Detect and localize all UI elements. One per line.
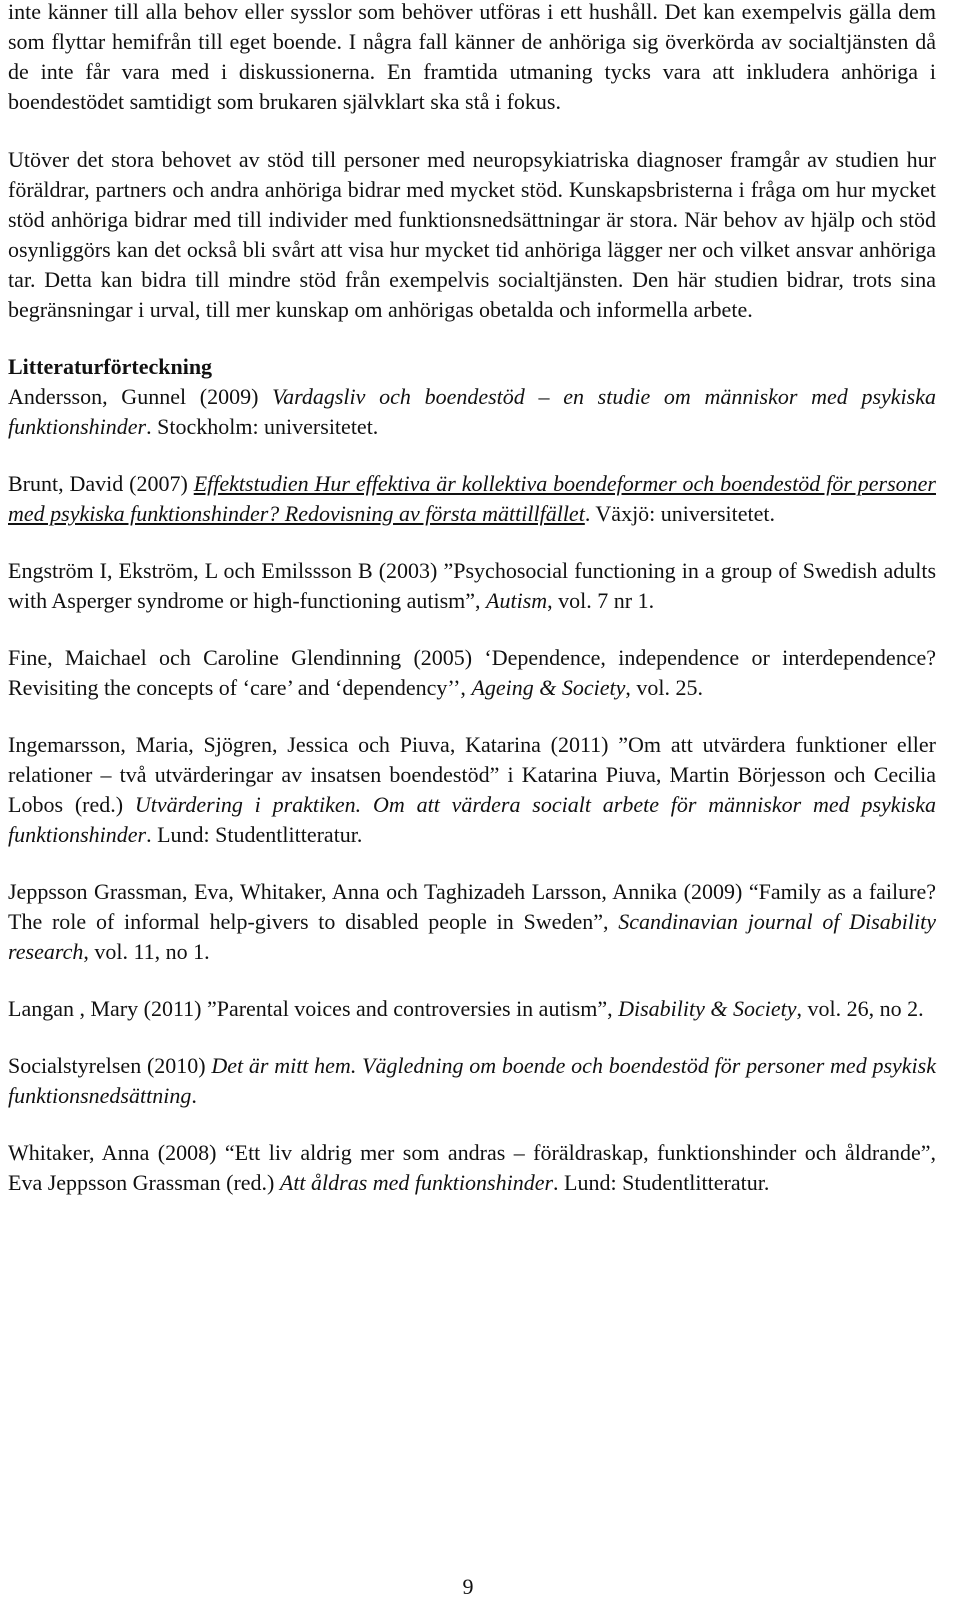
reference-engstrom bbox=[8, 556, 936, 616]
reference-title: Effektstudien Hur effektiva är kollektiva boendeformer och boendestöd för personer med psykiska funktionshinder? Redovisning av första mättillfället bbox=[8, 471, 936, 526]
reference-socialstyrelsen bbox=[8, 1051, 936, 1111]
reference-title: Att åldras med funktionshinder bbox=[279, 1170, 554, 1195]
body-paragraph-1: inte känner till alla behov eller sysslor som behöver utföras i ett hushåll. Det kan exempelvis gälla dem som flyttar hemifrån till eget boende. I några fall känner de anhöriga sig överkörda av socialtjänsten då de inte får vara med i diskussionerna. En framtida utmaning tycks vara att inkludera anhöriga i boendestödet samtidigt som brukaren självklart ska stå i fokus. bbox=[8, 0, 936, 114]
reference-ingemarsson bbox=[8, 730, 936, 850]
reference-author: Brunt, David (2007) bbox=[8, 471, 194, 496]
reference-brunt bbox=[8, 469, 936, 529]
reference-publisher: . Stockholm: universitetet. bbox=[146, 414, 379, 439]
reference-title: Det är mitt hem. Vägledning om boende och boendestöd för personer med psykisk funktionsnedsättning bbox=[8, 1053, 936, 1108]
reference-author: Andersson, Gunnel (2009) bbox=[8, 384, 273, 409]
reference-langan bbox=[8, 994, 936, 1024]
reference-publisher: . Lund: Studentlitteratur. bbox=[146, 822, 363, 847]
references-heading: Litteraturförteckning bbox=[8, 354, 213, 379]
reference-author: Whitaker, Anna (2008) “Ett liv aldrig mer som andras – föräldraskap, funktionshinder och åldrande”, Eva Jeppsson Grassman (red.) bbox=[8, 1140, 936, 1195]
body-paragraph-2: Utöver det stora behovet av stöd till personer med neuropsykiatriska diagnoser framgår av studien hur föräldrar, partners och andra anhöriga bidrar med mycket stöd. Kunskapsbristerna i fråga om hur mycket stöd anhöriga bidrar med till individer med funktionsnedsättningar är stora. När behov av hjälp och stöd osynliggörs kan det också bli svårt att visa hur mycket tid anhöriga lägger ner och vilket ansvar anhöriga tar. Detta kan bidra till mindre stöd från exempelvis socialtjänsten. Den här studien bidrar, trots sina begränsningar i urval, till mer kunskap om anhörigas obetalda och informella arbete. bbox=[8, 147, 936, 322]
reference-publisher: . Lund: Studentlitteratur. bbox=[553, 1170, 770, 1195]
reference-journal: Autism bbox=[486, 588, 548, 613]
reference-author: Fine, Maichael och Caroline Glendinning (2005) ‘Dependence, independence or interdependence? Revisiting the concepts of ‘care’ and ‘dependency’’, bbox=[8, 645, 936, 700]
reference-title: Utvärdering i praktiken. Om att värdera socialt arbete för människor med psykiska funktionshinder bbox=[8, 792, 936, 847]
reference-author: Langan , Mary (2011) ”Parental voices and controversies in autism”, bbox=[8, 996, 619, 1021]
reference-journal: Scandinavian journal of Disability research bbox=[8, 909, 936, 964]
reference-title: Vardagsliv och boendestöd – en studie om människor med psykiska funktionshinder bbox=[8, 384, 936, 439]
reference-andersson bbox=[8, 382, 936, 442]
reference-journal: Ageing & Society bbox=[471, 675, 626, 700]
reference-volume: , vol. 26, no 2. bbox=[796, 996, 924, 1021]
reference-author: Ingemarsson, Maria, Sjögren, Jessica och Piuva, Katarina (2011) ”Om att utvärdera funktioner eller relationer – två utvärderingar av insatsen boendestöd” i Katarina Piuva, Martin Börjesson och Cecilia Lobos (red.) bbox=[8, 732, 936, 817]
document-page bbox=[8, 0, 936, 1198]
reference-volume: , vol. 25. bbox=[625, 675, 704, 700]
reference-whitaker bbox=[8, 1138, 936, 1198]
reference-publisher: . Växjö: universitetet. bbox=[584, 501, 776, 526]
reference-publisher: . bbox=[191, 1083, 197, 1108]
reference-volume: , vol. 7 nr 1. bbox=[547, 588, 655, 613]
reference-author: Jeppsson Grassman, Eva, Whitaker, Anna och Taghizadeh Larsson, Annika (2009) “Family as a failure? The role of informal help-givers to disabled people in Sweden”, bbox=[8, 879, 936, 934]
page-number: 9 bbox=[462, 1574, 474, 1599]
reference-jeppsson bbox=[8, 877, 936, 967]
reference-author: Socialstyrelsen (2010) bbox=[8, 1053, 212, 1078]
reference-volume: , vol. 11, no 1. bbox=[83, 939, 210, 964]
reference-author: Engström I, Ekström, L och Emilssson B (2003) ”Psychosocial functioning in a group of Swedish adults with Asperger syndrome or high-functioning autism”, bbox=[8, 558, 936, 613]
reference-fine bbox=[8, 643, 936, 703]
reference-journal: Disability & Society bbox=[618, 996, 797, 1021]
